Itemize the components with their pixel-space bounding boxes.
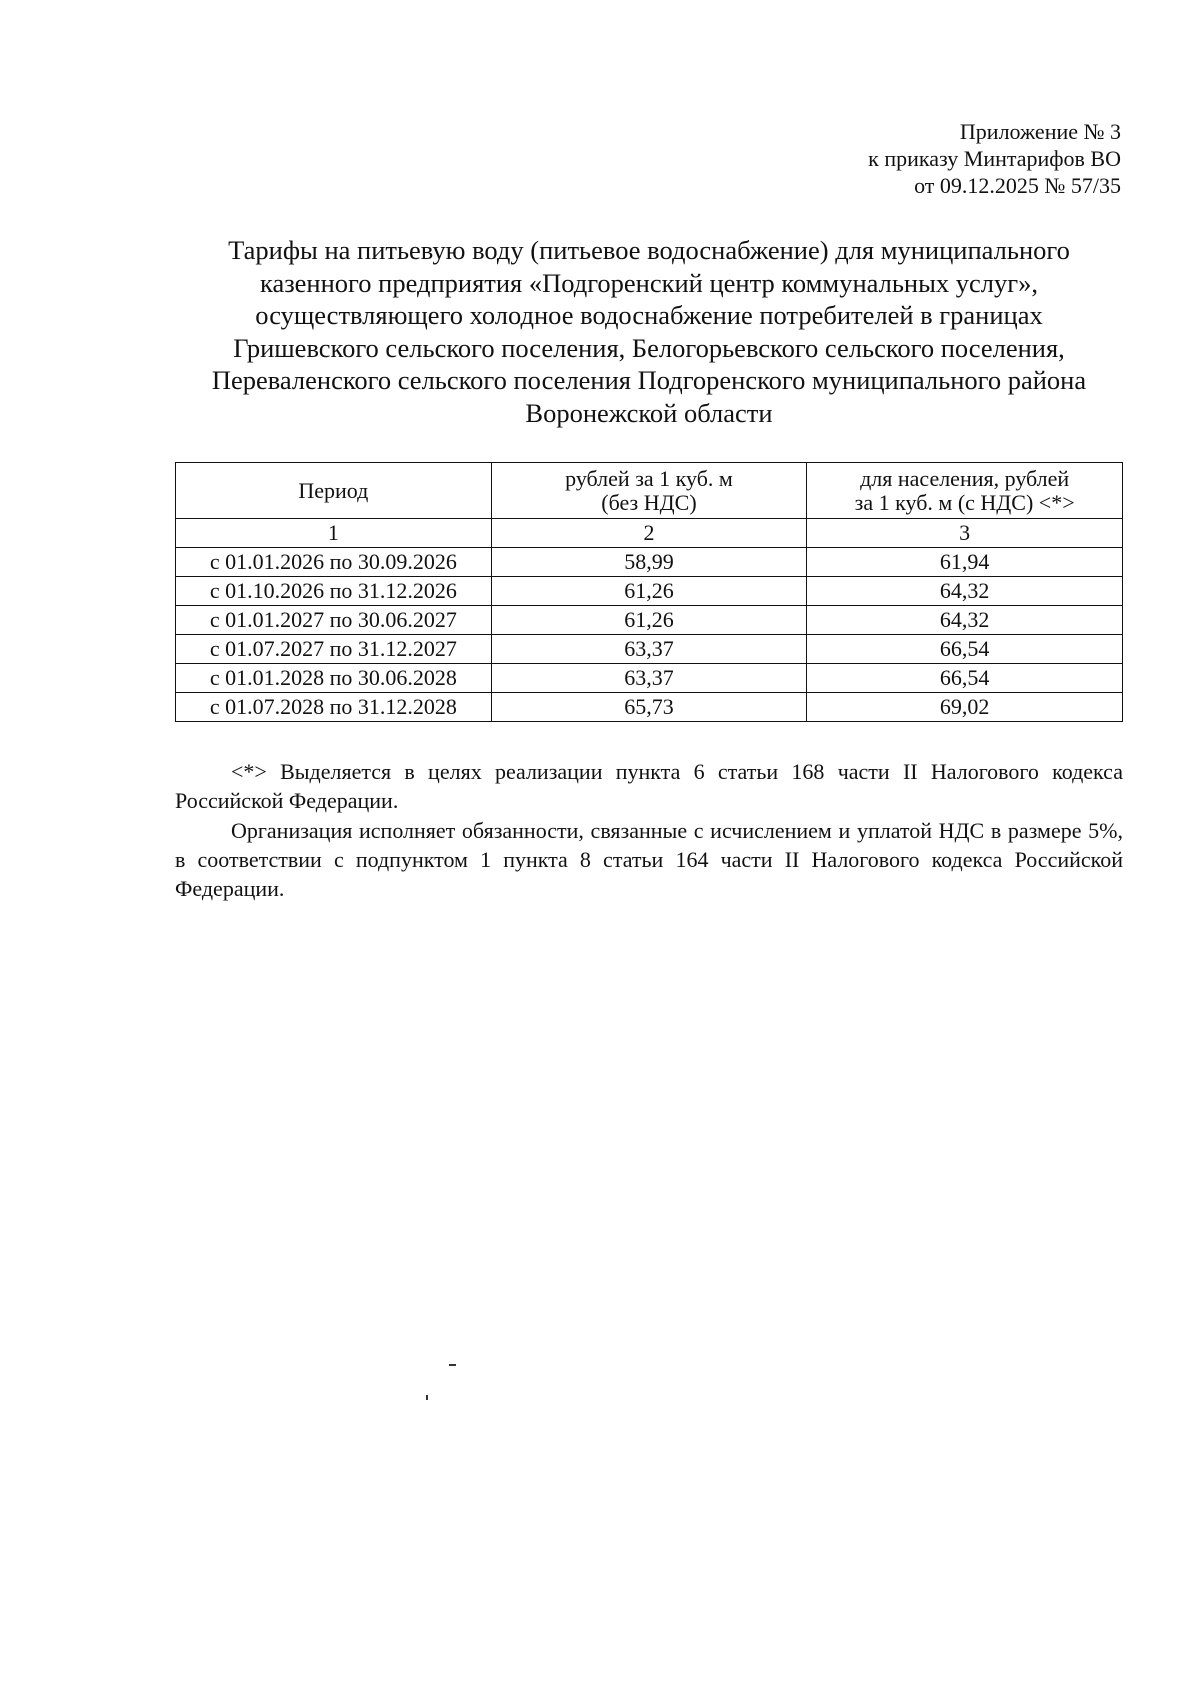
appendix-number: Приложение № 3	[959, 119, 1121, 144]
price-with-vat-cell: 64,32	[807, 577, 1123, 606]
scan-speck	[449, 1364, 456, 1366]
price-no-vat-cell: 63,37	[491, 635, 807, 664]
column-number: 3	[807, 519, 1123, 548]
period-cell: с 01.07.2028 по 31.12.2028	[176, 693, 492, 722]
title-line: Переваленского сельского поселения Подгоренского муниципального района	[211, 365, 1087, 395]
appendix-header	[868, 118, 1121, 199]
header-price-with-vat: для населения, рублей за 1 куб. м (с НДС) <*>	[807, 463, 1123, 519]
period-cell: с 01.01.2028 по 30.06.2028	[176, 664, 492, 693]
price-no-vat-cell: 63,37	[491, 664, 807, 693]
price-with-vat-cell: 61,94	[807, 548, 1123, 577]
price-with-vat-cell: 66,54	[807, 664, 1123, 693]
scan-speck	[426, 1395, 428, 1400]
table-row	[176, 664, 1123, 693]
price-with-vat-cell: 66,54	[807, 635, 1123, 664]
period-cell: с 01.07.2027 по 31.12.2027	[176, 635, 492, 664]
title-line: Гришевского сельского поселения, Белогорьевского сельского поселения,	[233, 332, 1065, 363]
column-number-row	[176, 519, 1123, 548]
price-no-vat-cell: 61,26	[491, 606, 807, 635]
title-line: Тарифы на питьевую воду (питьевое водоснабжение) для муниципального	[228, 235, 1070, 265]
title-line: Воронежской области	[525, 397, 773, 428]
table-row	[176, 693, 1123, 722]
vat-note-paragraph: Организация исполняет обязанности, связанные с исчислением и уплатой НДС в размере 5%, в соответствии с подпунктом 1 пункта 8 статьи 164 части II Налогового кодекса Российской Федерации.	[175, 818, 1123, 901]
price-no-vat-cell: 61,26	[491, 577, 807, 606]
column-number: 1	[176, 519, 492, 548]
document-title	[168, 234, 1130, 429]
table-row	[176, 577, 1123, 606]
price-with-vat-cell: 64,32	[807, 606, 1123, 635]
title-line: осуществляющего холодное водоснабжение потребителей в границах	[255, 300, 1043, 330]
price-no-vat-cell: 58,99	[491, 548, 807, 577]
price-with-vat-cell: 69,02	[807, 693, 1123, 722]
table-row	[176, 606, 1123, 635]
footnote-paragraph: <*> Выделяется в целях реализации пункта 6 статьи 168 части II Налогового кодекса Российской Федерации.	[175, 759, 1123, 813]
appendix-order-ref: к приказу Минтарифов ВО	[868, 146, 1121, 171]
table-row	[176, 548, 1123, 577]
period-cell: с 01.01.2026 по 30.09.2026	[176, 548, 492, 577]
price-no-vat-cell: 65,73	[491, 693, 807, 722]
appendix-order-date: от 09.12.2025 № 57/35	[914, 173, 1121, 198]
header-price-no-vat: рублей за 1 куб. м (без НДС)	[491, 463, 807, 519]
tariff-table	[175, 462, 1123, 722]
table-header-row	[176, 463, 1123, 519]
header-period: Период	[176, 463, 492, 519]
period-cell: с 01.01.2027 по 30.06.2027	[176, 606, 492, 635]
period-cell: с 01.10.2026 по 31.12.2026	[176, 577, 492, 606]
column-number: 2	[491, 519, 807, 548]
notes-section	[175, 757, 1123, 903]
table-row	[176, 635, 1123, 664]
title-line: казенного предприятия «Подгоренский центр коммунальных услуг»,	[259, 267, 1039, 298]
